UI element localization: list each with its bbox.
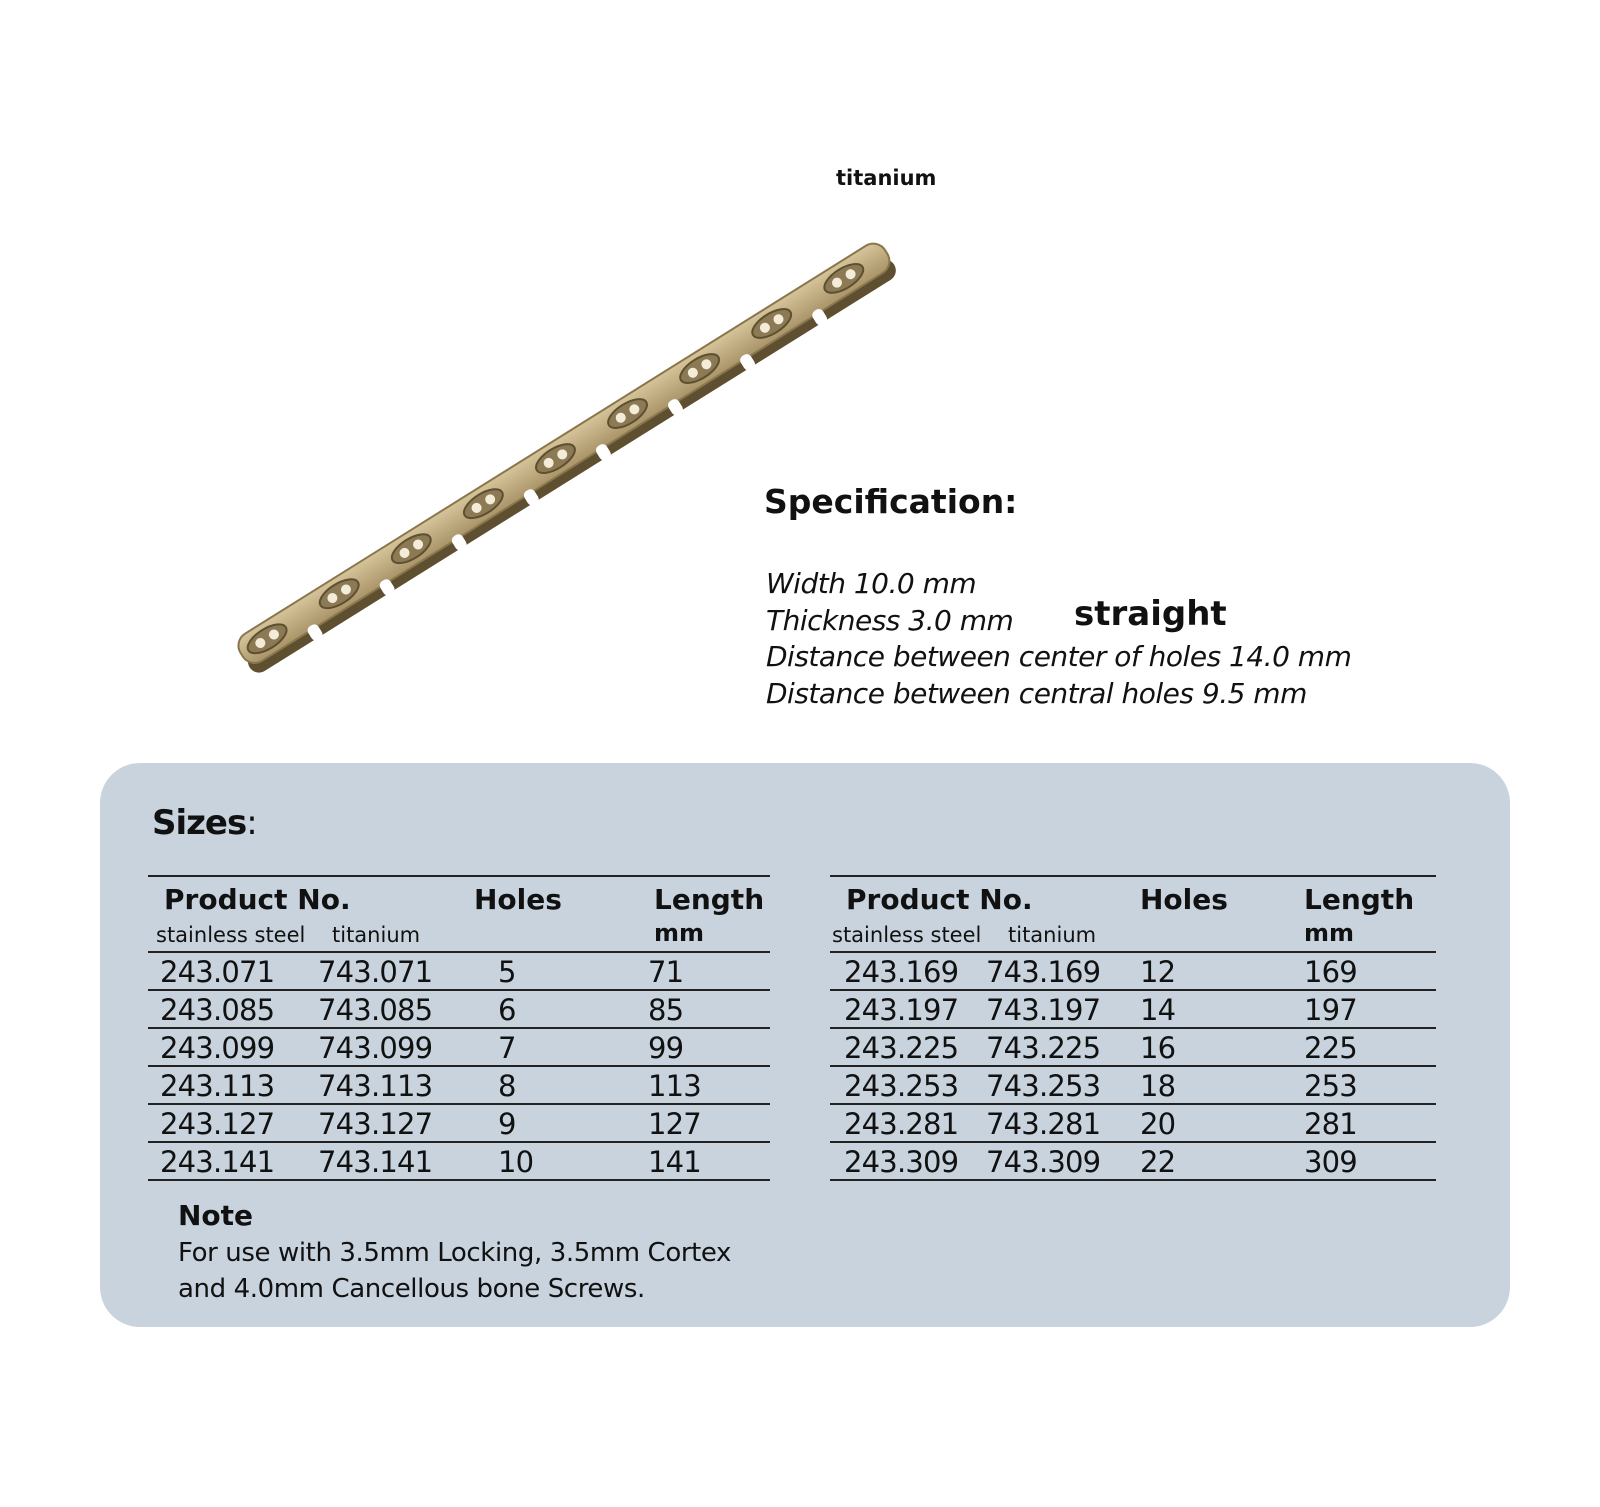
cell-steel-product-no: 243.127 xyxy=(160,1107,275,1141)
spec-hole-distance: Distance between center of holes 14.0 mm xyxy=(766,640,1352,673)
cell-steel-product-no: 243.225 xyxy=(844,1031,959,1065)
header-length: Length xyxy=(654,883,765,916)
table-row xyxy=(830,1143,1436,1181)
header-length: Length xyxy=(1304,883,1415,916)
header-product-no: Product No. xyxy=(846,883,1033,916)
cell-titanium-product-no: 743.085 xyxy=(318,993,433,1027)
sizes-title-colon: : xyxy=(246,803,257,843)
cell-titanium-product-no: 743.225 xyxy=(986,1031,1101,1065)
table-row xyxy=(148,1067,770,1105)
cell-holes: 20 xyxy=(1140,1107,1176,1141)
specification-title: Specification: xyxy=(764,482,1018,521)
cell-steel-product-no: 243.253 xyxy=(844,1069,959,1103)
cell-holes: 14 xyxy=(1140,993,1176,1027)
table-row xyxy=(830,1105,1436,1143)
spec-central-hole-distance: Distance between central holes 9.5 mm xyxy=(766,676,1307,710)
material-label: titanium xyxy=(836,166,937,190)
cell-steel-product-no: 243.085 xyxy=(160,993,275,1027)
table-row xyxy=(148,991,770,1029)
cell-titanium-product-no: 743.169 xyxy=(986,955,1101,989)
cell-titanium-product-no: 743.141 xyxy=(318,1145,433,1179)
cell-holes: 10 xyxy=(498,1145,534,1179)
sizes-table-left xyxy=(148,875,770,1181)
cell-steel-product-no: 243.169 xyxy=(844,955,959,989)
header-product-no: Product No. xyxy=(164,883,351,916)
note-title: Note xyxy=(178,1199,254,1232)
table-row xyxy=(148,1029,770,1067)
cell-length: 113 xyxy=(648,1069,701,1103)
cell-length: 99 xyxy=(648,1031,684,1065)
sizes-panel xyxy=(100,763,1510,1327)
cell-length: 169 xyxy=(1304,955,1357,989)
header-holes: Holes xyxy=(1140,883,1228,916)
cell-titanium-product-no: 743.099 xyxy=(318,1031,433,1065)
header-holes: Holes xyxy=(474,883,562,916)
table-body xyxy=(830,953,1436,1181)
cell-titanium-product-no: 743.127 xyxy=(318,1107,433,1141)
cell-steel-product-no: 243.099 xyxy=(160,1031,275,1065)
cell-steel-product-no: 243.309 xyxy=(844,1145,959,1179)
cell-steel-product-no: 243.197 xyxy=(844,993,959,1027)
cell-length: 197 xyxy=(1304,993,1357,1027)
cell-titanium-product-no: 743.281 xyxy=(986,1107,1101,1141)
cell-holes: 16 xyxy=(1140,1031,1176,1065)
cell-holes: 5 xyxy=(498,955,516,989)
cell-steel-product-no: 243.141 xyxy=(160,1145,275,1179)
cell-length: 85 xyxy=(648,993,684,1027)
cell-length: 309 xyxy=(1304,1145,1357,1179)
note-line: and 4.0mm Cancellous bone Screws. xyxy=(178,1274,645,1304)
cell-titanium-product-no: 743.113 xyxy=(318,1069,433,1103)
cell-holes: 9 xyxy=(498,1107,516,1141)
table-body xyxy=(148,953,770,1181)
table-row xyxy=(830,1029,1436,1067)
note-text xyxy=(178,1235,731,1307)
cell-length: 71 xyxy=(648,955,684,989)
table-header xyxy=(830,875,1436,953)
cell-titanium-product-no: 743.071 xyxy=(318,955,433,989)
specification-lines xyxy=(766,566,1351,712)
header-stainless-steel: stainless steel xyxy=(156,923,306,947)
table-header xyxy=(148,875,770,953)
table-row xyxy=(830,991,1436,1029)
table-row xyxy=(148,953,770,991)
cell-length: 253 xyxy=(1304,1069,1357,1103)
cell-holes: 22 xyxy=(1140,1145,1176,1179)
spec-thickness: Thickness 3.0 mm xyxy=(766,603,1014,637)
sizes-title xyxy=(152,803,257,843)
cell-holes: 12 xyxy=(1140,955,1176,989)
cell-holes: 6 xyxy=(498,993,516,1027)
cell-holes: 7 xyxy=(498,1031,516,1065)
cell-titanium-product-no: 743.253 xyxy=(986,1069,1101,1103)
table-row xyxy=(830,1067,1436,1105)
table-row xyxy=(148,1105,770,1143)
header-stainless-steel: stainless steel xyxy=(832,923,982,947)
cell-steel-product-no: 243.281 xyxy=(844,1107,959,1141)
cell-holes: 18 xyxy=(1140,1069,1176,1103)
spec-width: Width 10.0 mm xyxy=(766,567,977,600)
cell-length: 141 xyxy=(648,1145,701,1179)
note-line: For use with 3.5mm Locking, 3.5mm Cortex xyxy=(178,1238,732,1268)
cell-steel-product-no: 243.113 xyxy=(160,1069,275,1103)
cell-steel-product-no: 243.071 xyxy=(160,955,275,989)
sizes-table-right xyxy=(830,875,1436,1181)
header-length-unit: mm xyxy=(654,919,705,947)
header-titanium: titanium xyxy=(1008,923,1097,947)
cell-length: 281 xyxy=(1304,1107,1357,1141)
shape-label: straight xyxy=(1074,594,1227,634)
cell-length: 127 xyxy=(648,1107,701,1141)
header-titanium: titanium xyxy=(332,923,421,947)
header-length-unit: mm xyxy=(1304,919,1355,947)
cell-titanium-product-no: 743.197 xyxy=(986,993,1101,1027)
cell-holes: 8 xyxy=(498,1069,516,1103)
cell-length: 225 xyxy=(1304,1031,1357,1065)
table-row xyxy=(148,1143,770,1181)
cell-titanium-product-no: 743.309 xyxy=(986,1145,1101,1179)
table-row xyxy=(830,953,1436,991)
sizes-title-text: Sizes xyxy=(152,803,247,843)
